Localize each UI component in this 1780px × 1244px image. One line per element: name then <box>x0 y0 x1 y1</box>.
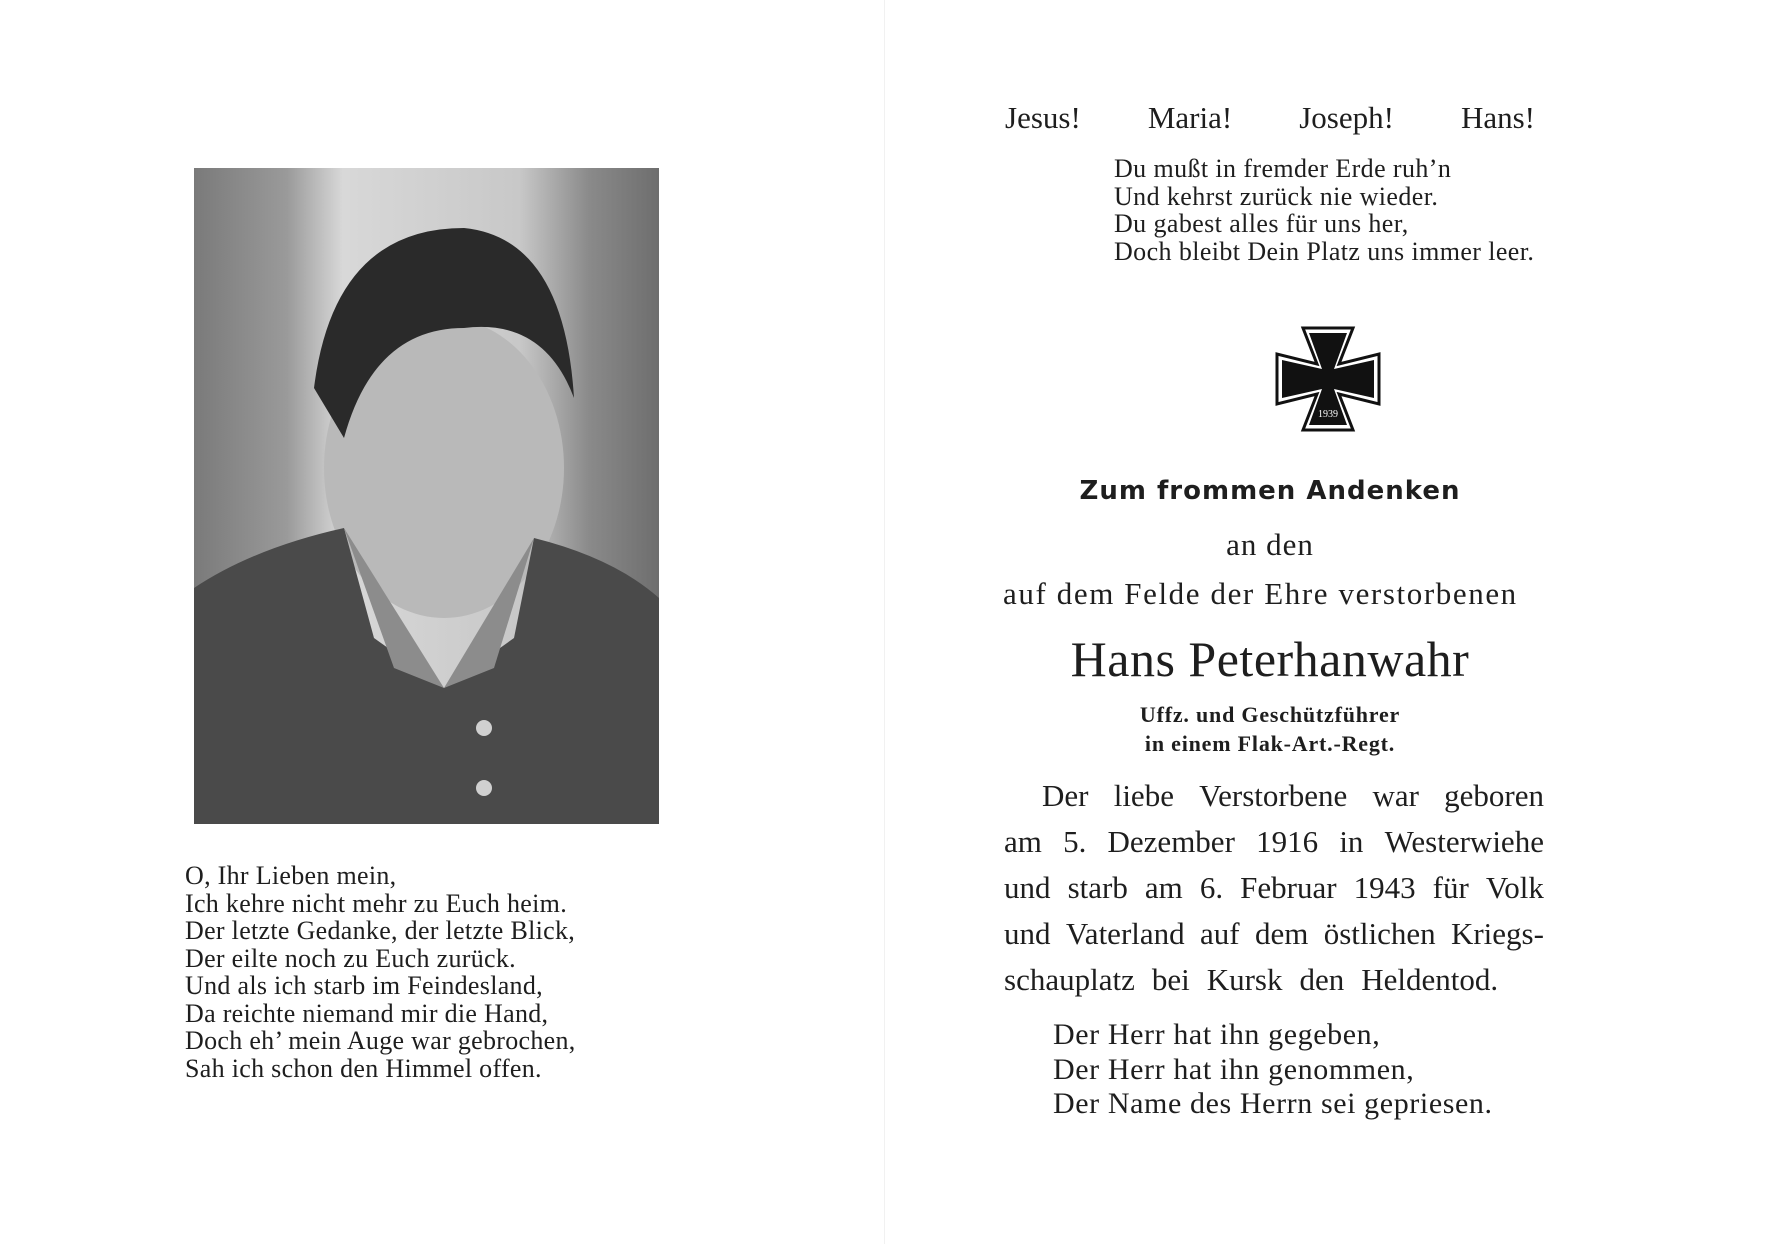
portrait-photo <box>194 168 659 824</box>
rank-lines <box>1000 700 1540 758</box>
rank-line: Uffz. und Geschützführer <box>1139 702 1401 727</box>
poem-line: Ich kehre nicht mehr zu Euch heim. <box>185 888 567 918</box>
felde-line: auf dem Felde der Ehre verstorbenen <box>1003 576 1518 611</box>
poem-line: Der letzte Gedanke, der letzte Blick, <box>185 916 576 945</box>
bio-word: in <box>1339 824 1364 859</box>
bio-word: auf <box>1200 916 1240 951</box>
psalm-verse <box>1053 1018 1493 1122</box>
bio-word: starb <box>1067 870 1128 905</box>
bio-word: und <box>1004 870 1051 905</box>
bio-word: 1943 <box>1353 870 1416 905</box>
bio-word: Dezember <box>1107 824 1235 859</box>
bio-line <box>1004 957 1544 1003</box>
bio-word: am <box>1144 870 1183 905</box>
bio-word: 1916 <box>1256 824 1319 859</box>
right-poem <box>1114 155 1534 265</box>
poem-line: Doch eh’ mein Auge war gebrochen, <box>185 1026 576 1055</box>
bio-line <box>1004 819 1544 865</box>
bio-word: dem <box>1254 916 1309 951</box>
poem-line: Der eilte noch zu Euch zurück. <box>185 943 516 973</box>
right-panel <box>885 0 1780 1244</box>
poem-line: Du mußt in fremder Erde ruh’n <box>1114 154 1452 183</box>
bio-word: schauplatz <box>1004 962 1135 997</box>
poem-line: Sah ich schon den Himmel offen. <box>185 1053 542 1083</box>
bio-word: Verstorbene <box>1199 778 1348 813</box>
bio-word: Kriegs- <box>1450 916 1544 951</box>
poem-line: Doch bleibt Dein Platz uns immer leer. <box>1114 236 1535 266</box>
bio-word: den <box>1299 962 1345 997</box>
bio-word: am <box>1004 824 1042 859</box>
invocation: Joseph! <box>1299 100 1394 135</box>
bio-line <box>1004 773 1544 819</box>
bio-word: Heldentod. <box>1361 962 1499 997</box>
bio-line <box>1004 865 1544 911</box>
poem-line: Da reichte niemand mir die Hand, <box>185 998 549 1028</box>
poem-line: O, Ihr Lieben mein, <box>185 861 397 890</box>
deceased-name: Hans Peterhanwahr <box>1070 631 1470 687</box>
bio-word: bei <box>1151 962 1190 997</box>
portrait-silhouette <box>194 168 659 824</box>
biography <box>1004 773 1544 1003</box>
left-panel <box>0 0 885 1244</box>
invocation: Maria! <box>1147 100 1233 135</box>
bio-line <box>1004 911 1544 957</box>
bio-word: Volk <box>1485 870 1544 905</box>
psalm-line: Der Herr hat ihn genommen, <box>1053 1052 1415 1086</box>
bio-word: Westerwiehe <box>1384 824 1544 859</box>
psalm-line: Der Name des Herrn sei gepriesen. <box>1053 1087 1493 1120</box>
bio-word: Februar <box>1240 870 1337 905</box>
bio-word: geboren <box>1444 778 1544 813</box>
rank-line: in einem Flak-Art.-Regt. <box>1144 731 1396 756</box>
bio-word: liebe <box>1113 778 1174 813</box>
bio-word: war <box>1372 778 1419 813</box>
bio-word: Der <box>1042 778 1089 813</box>
bio-word: 6. <box>1199 870 1224 905</box>
invocation: Hans! <box>1460 100 1535 135</box>
bio-word: 5. <box>1063 824 1087 859</box>
left-poem <box>185 862 576 1082</box>
bio-word: und <box>1004 916 1051 951</box>
bio-word: Vaterland <box>1065 916 1185 951</box>
bio-word: östlichen <box>1323 916 1436 951</box>
psalm-line: Der Herr hat ihn gegeben, <box>1053 1018 1381 1051</box>
an-den-line: an den <box>1226 527 1314 562</box>
poem-line: Und kehrst zurück nie wieder. <box>1114 181 1439 211</box>
invocation: Jesus! <box>1005 100 1081 135</box>
memorial-heading: Zum frommen Andenken <box>1079 476 1461 506</box>
poem-line: Und als ich starb im Feindesland, <box>185 971 543 1000</box>
bio-word: Kursk <box>1206 962 1283 997</box>
invocations <box>1005 100 1535 136</box>
bio-word: für <box>1432 870 1469 905</box>
poem-line: Du gabest alles für uns her, <box>1114 209 1409 238</box>
cross-emblem-icon <box>1273 324 1383 434</box>
emblem-year: 1939 <box>1318 409 1338 420</box>
